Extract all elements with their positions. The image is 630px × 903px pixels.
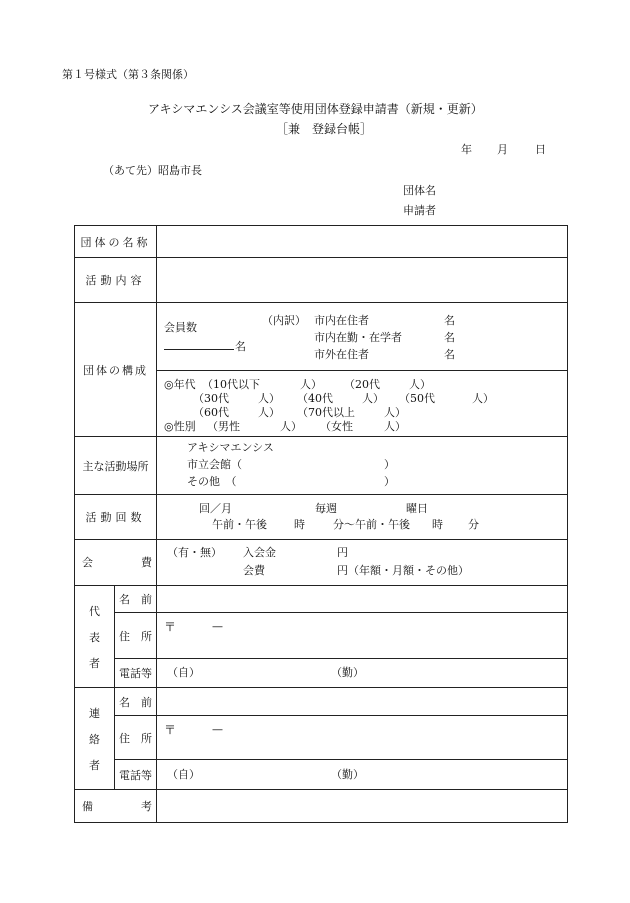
outside-label: 市外在住者: [314, 348, 369, 361]
date-month: 月: [497, 143, 508, 156]
row-composition-members: [75, 303, 568, 371]
field-fee[interactable]: （有・無） 入会金 円 会費 円（年額・月額・その他）: [157, 540, 568, 586]
label-remarks: 備 考: [75, 790, 157, 823]
row-activity: [75, 258, 568, 303]
label-representative-phone: 電話等: [115, 659, 157, 688]
label-group-name: 団体の名称: [75, 226, 157, 258]
addressee: （あて先）昭島市長: [103, 164, 202, 177]
members-count-line: 名: [164, 341, 246, 352]
label-contact-phone: 電話等: [115, 760, 157, 790]
field-contact-phone[interactable]: （自） （勤）: [157, 760, 568, 790]
members-label: 会員数: [164, 321, 197, 334]
document-title: アキシマエンシス会議室等使用団体登録申請書（新規・更新）: [148, 102, 483, 116]
label-place: 主な活動場所: [75, 437, 157, 495]
registration-form-table: [74, 225, 568, 823]
field-members[interactable]: [157, 303, 568, 371]
date-year: 年: [461, 143, 472, 156]
postal-mark: 〒: [164, 620, 177, 634]
postal-mark: 〒: [164, 723, 177, 737]
row-contact-name: [75, 688, 568, 716]
row-representative-name: [75, 586, 568, 613]
row-remarks: [75, 790, 568, 823]
group-name-label: 団体名: [403, 184, 436, 197]
resident-unit: 名: [444, 314, 455, 327]
form-number: 第１号様式（第３条関係）: [62, 68, 194, 81]
field-contact-address[interactable]: 〒 —: [157, 716, 568, 760]
field-group-name[interactable]: [157, 226, 568, 258]
field-place[interactable]: アキシマエンシス 市立会館（ ） その他 （ ）: [157, 437, 568, 495]
field-contact-name[interactable]: [157, 688, 568, 716]
row-place: [75, 437, 568, 495]
field-remarks[interactable]: [157, 790, 568, 823]
row-fee: [75, 540, 568, 586]
row-contact-address: [75, 716, 568, 760]
label-fee: 会 費: [75, 540, 157, 586]
row-contact-phone: [75, 760, 568, 790]
field-demographics[interactable]: ◎年代 （10代以下 人） （20代 人） （30代 人） （40代 人） （50代 人） （60代 人） （70代以上 人） ◎性別 （男性 人） （女性 人）: [157, 371, 568, 437]
document-subtitle: ［兼 登録台帳］: [276, 122, 373, 136]
label-contact-name: 名 前: [115, 688, 157, 716]
outside-unit: 名: [444, 348, 455, 361]
applicant-label: 申請者: [403, 204, 436, 217]
resident-label: 市内在住者: [314, 314, 369, 327]
label-representative: 代 表 者: [75, 586, 115, 688]
breakdown-label: （内訳）: [262, 314, 306, 327]
worker-student-label: 市内在勤・在学者: [314, 331, 402, 344]
label-representative-name: 名 前: [115, 586, 157, 613]
label-composition: 団体の構成: [75, 303, 157, 437]
row-representative-phone: [75, 659, 568, 688]
field-representative-address[interactable]: 〒 —: [157, 613, 568, 659]
date-day: 日: [535, 143, 546, 156]
field-representative-phone[interactable]: （自） （勤）: [157, 659, 568, 688]
label-frequency: 活動回数: [75, 495, 157, 540]
label-activity: 活動内容: [75, 258, 157, 303]
label-contact-address: 住 所: [115, 716, 157, 760]
field-frequency[interactable]: 回／月 毎週 曜日 午前・午後 時 分〜午前・午後 時 分: [157, 495, 568, 540]
row-frequency: [75, 495, 568, 540]
row-group-name: [75, 226, 568, 258]
label-contact: 連 絡 者: [75, 688, 115, 790]
field-activity[interactable]: [157, 258, 568, 303]
label-representative-address: 住 所: [115, 613, 157, 659]
row-representative-address: [75, 613, 568, 659]
field-representative-name[interactable]: [157, 586, 568, 613]
worker-student-unit: 名: [444, 331, 455, 344]
